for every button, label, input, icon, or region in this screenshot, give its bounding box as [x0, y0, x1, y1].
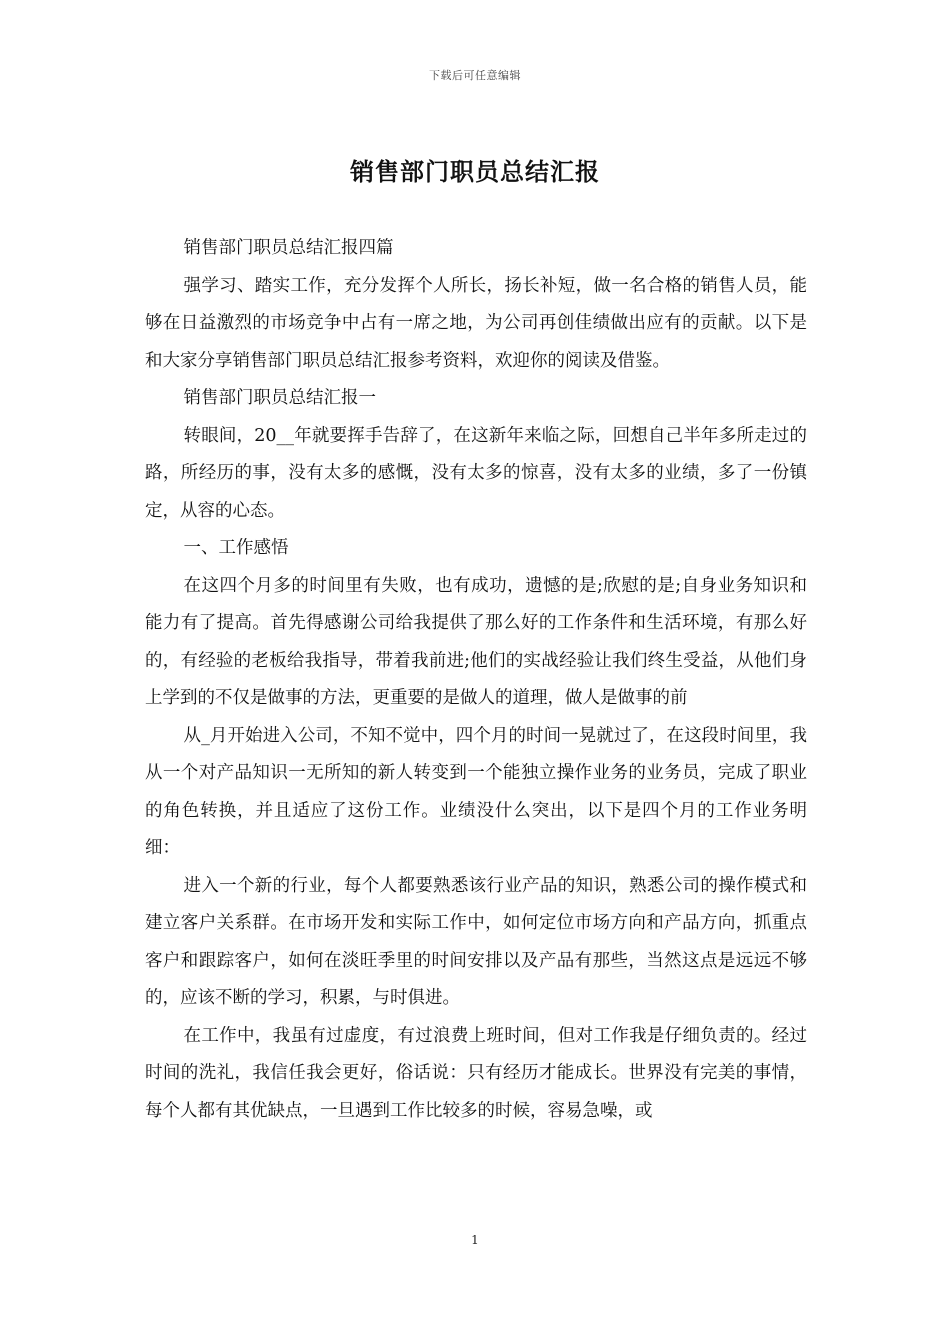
section-heading-work-insights: 一、工作感悟 [183, 538, 289, 558]
header-note: 下载后可任意编辑 [429, 69, 521, 82]
body-paragraph: 在工作中，我虽有过虚度，有过浪费上班时间，但对工作我是仔细负责的。经过时间的洗礼，我信任我会更好，俗话说：只有经历才能成长。世界没有完美的事情，每个人都有其优缺点，一旦遇到工作比较多的时候，容易急噪，或 [145, 1025, 807, 1121]
intro-paragraph: 强学习、踏实工作，充分发挥个人所长，扬长补短，做一名合格的销售人员，能够在日益激烈的市场竞争中占有一席之地，为公司再创佳绩做出应有的贡献。以下是和大家分享销售部门职员总结汇报参考资料，欢迎你的阅读及借鉴。 [145, 275, 807, 371]
body-paragraph: 转眼间，20__年就要挥手告辞了，在这新年来临之际，回想自己半年多所走过的路，所经历的事，没有太多的感慨，没有太多的惊喜，没有太多的业绩，多了一份镇定，从容的心态。 [145, 425, 807, 521]
document-title: 销售部门职员总结汇报 [350, 157, 600, 186]
body-paragraph: 进入一个新的行业，每个人都要熟悉该行业产品的知识，熟悉公司的操作模式和建立客户关系群。在市场开发和实际工作中，如何定位市场方向和产品方向，抓重点客户和跟踪客户，如何在淡旺季里的时间安排以及产品有那些，当然这点是远远不够的，应该不断的学习，积累，与时俱进。 [145, 875, 807, 1008]
body-paragraph: 从_月开始进入公司，不知不觉中，四个月的时间一晃就过了，在这段时间里，我从一个对产品知识一无所知的新人转变到一个能独立操作业务的业务员，完成了职业的角色转换，并且适应了这份工作。业绩没什么突出，以下是四个月的工作业务明细： [145, 725, 807, 858]
subtitle-paragraph: 销售部门职员总结汇报四篇 [183, 238, 394, 258]
body-paragraph: 在这四个月多的时间里有失败，也有成功，遗憾的是;欣慰的是;自身业务知识和能力有了提高。首先得感谢公司给我提供了那么好的工作条件和生活环境，有那么好的，有经验的老板给我指导，带着我前进;他们的实战经验让我们终生受益，从他们身上学到的不仅是做事的方法，更重要的是做人的道理，做人是做事的前 [145, 575, 807, 708]
section-heading-report-one: 销售部门职员总结汇报一 [183, 388, 376, 408]
document-body [145, 230, 807, 1130]
page-number: 1 [471, 1233, 479, 1247]
